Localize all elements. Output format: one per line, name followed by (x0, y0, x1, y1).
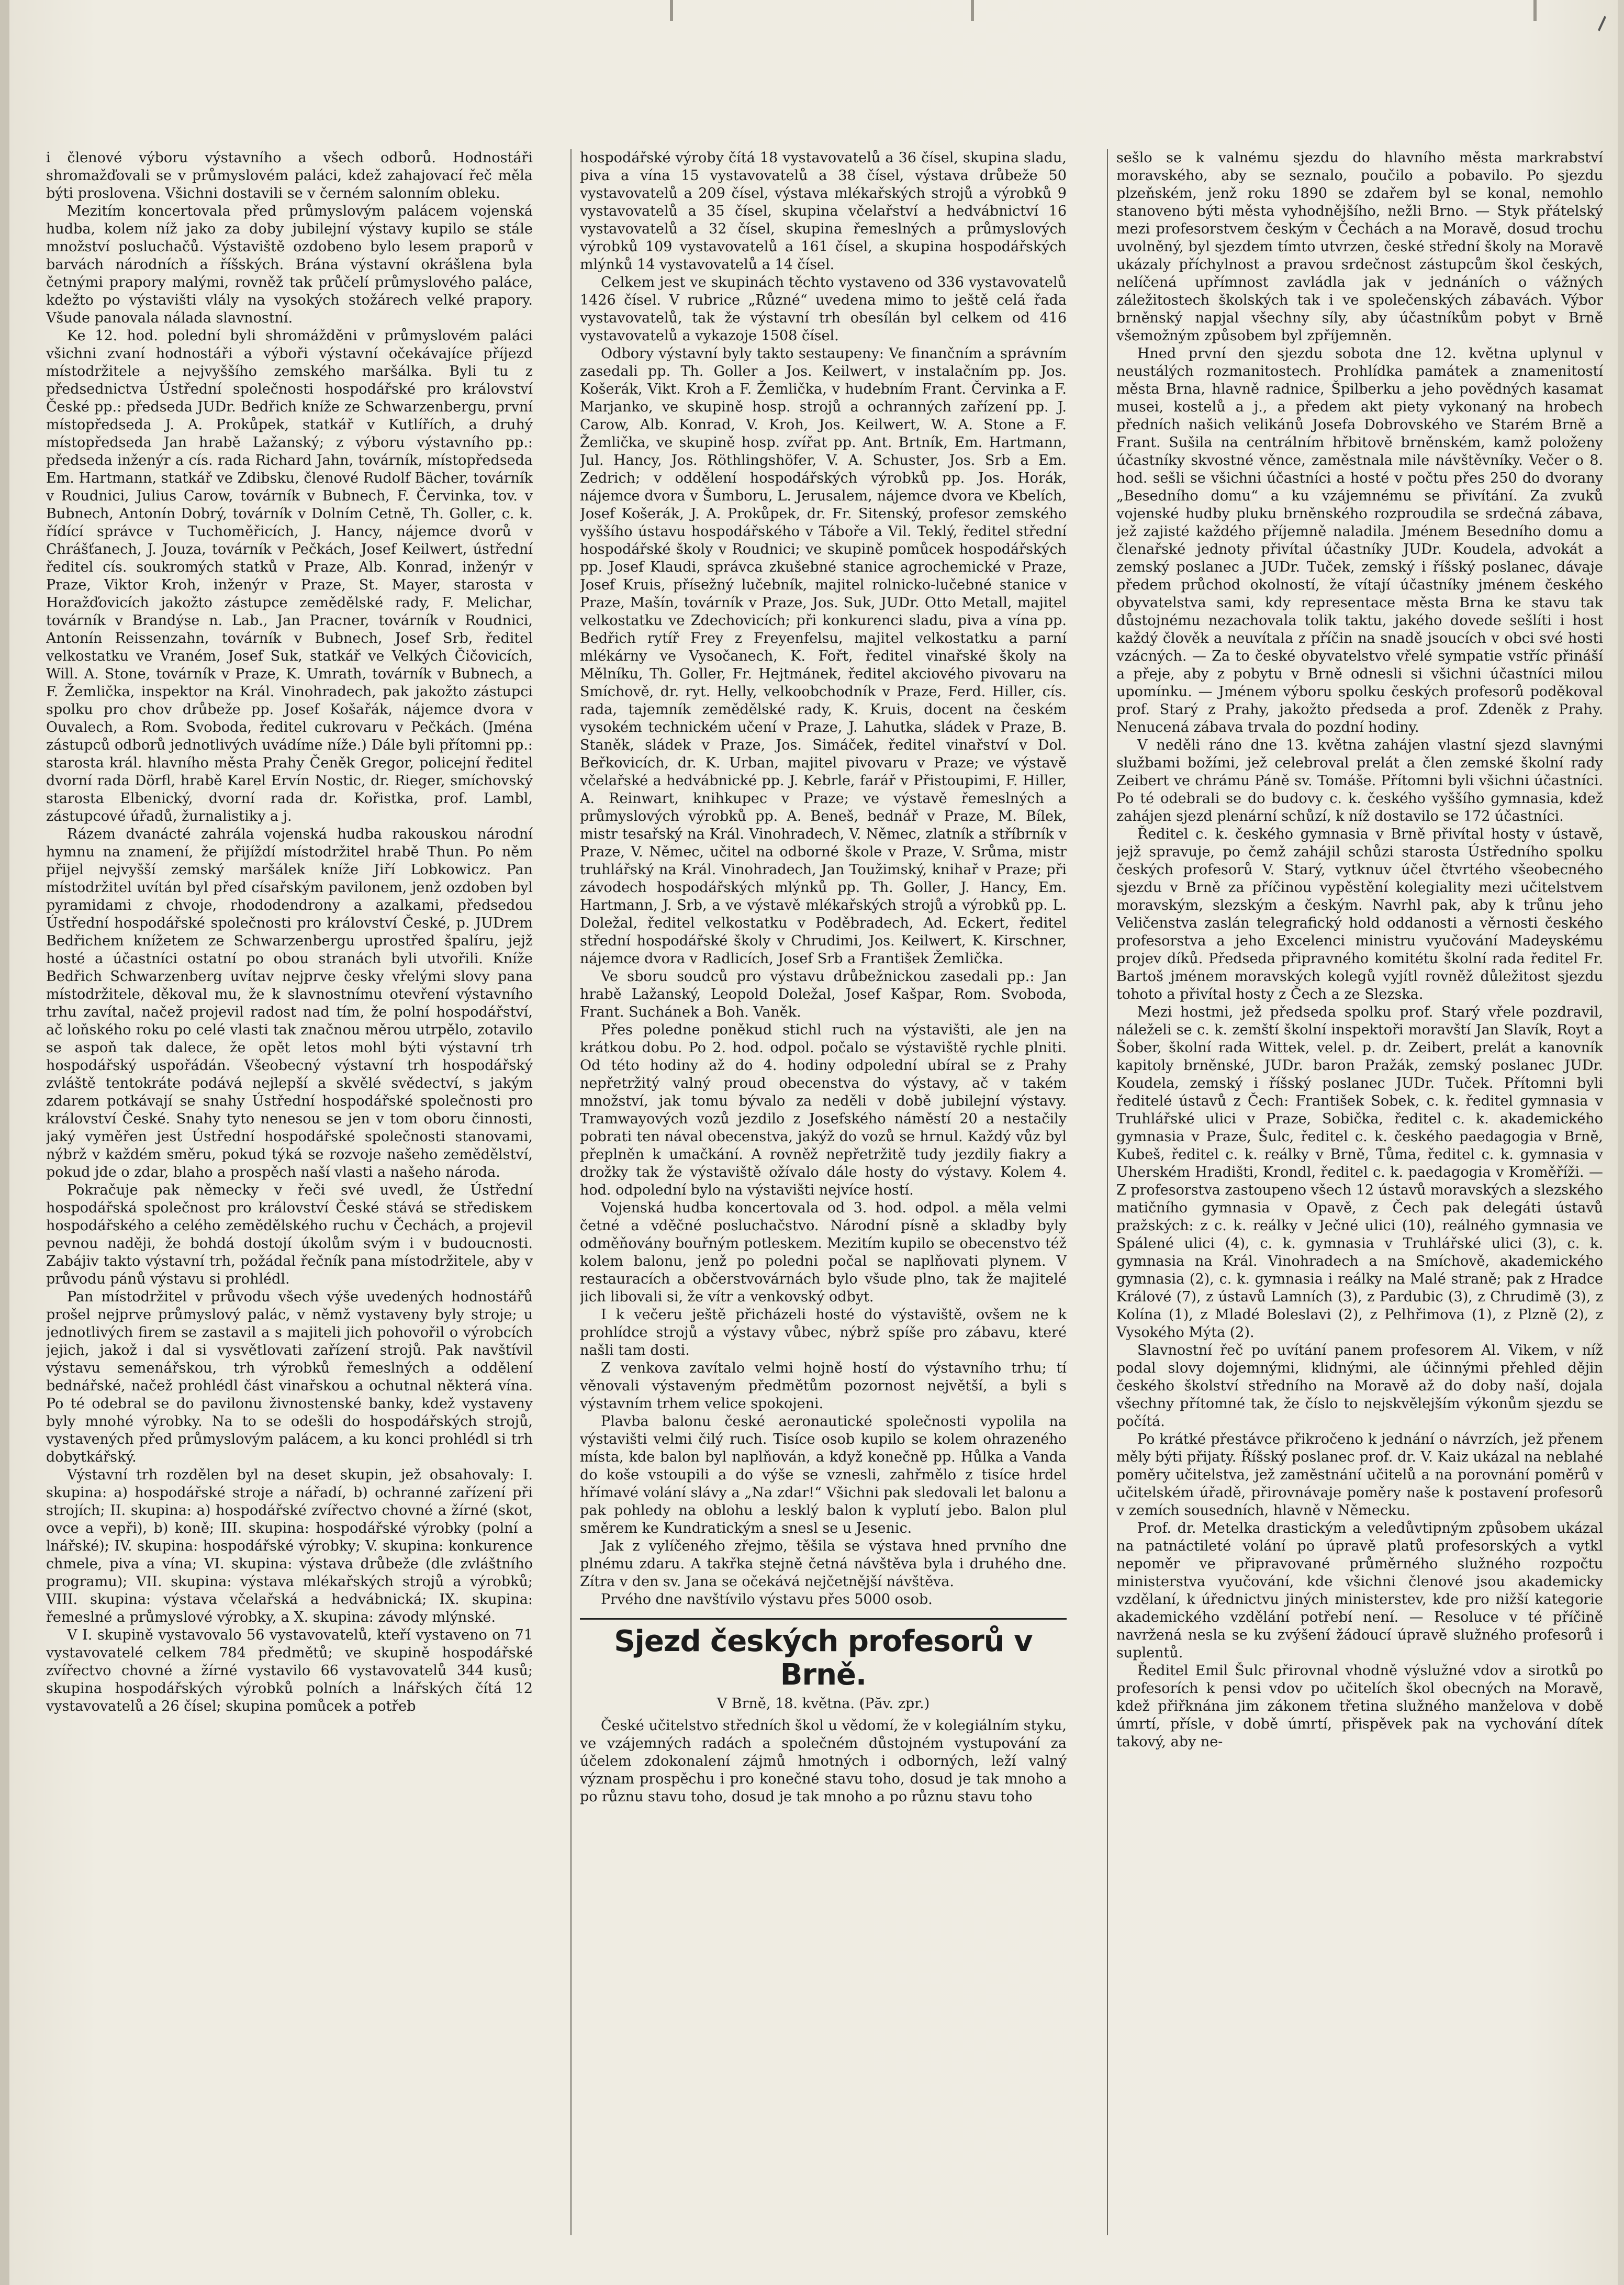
article-paragraph: Slavnostní řeč po uvítání panem profesorem Al. Vikem, v níž podal slovy dojemnými, klidnými, ale účinnými přehled dějin českého školství středního na Moravě až do doby naší, dojala všechny přítomné tak, že číslo to nejskvělejším výkonům sjezdu se počítá. (1116, 1342, 1603, 1430)
top-fold-mark (971, 0, 974, 21)
article-paragraph: Ke 12. hod. polední byli shromážděni v průmyslovém paláci všichni zvaní hodnostáři a výboři výstavní očekávajíce příjezd místodržitele a nejvyššího zemského maršálka. Byli tu z předsednictva Ústřední společnosti hospodářské pro království České pp.: předseda JUDr. Bedřich kníže ze Schwarzenbergu, první místopředseda J. A. Prokůpek, statkář v Kutlířích, a druhý místopředseda Jan hrabě Lažanský; z výboru výstavního pp.: předseda inženýr a cís. rada Richard Jahn, továrník, místopředseda Em. Hartmann, statkář ve Zdibsku, členové Rudolf Bächer, továrník v Roudnici, Julius Carow, továrník v Bubnech, F. Červinka, tov. v Bubnech, Antonín Dobrý, továrník v Dolním Cetně, Th. Goller, c. k. řídící správce v Tuchoměřicích, J. Hancy, nájemce dvorů v Chrášťanech, J. Jouza, továrník v Pečkách, Josef Keilwert, ústřední ředitel cís. soukromých statků v Praze, Alb. Konrad, inženýr v Praze, Viktor Kroh, inženýr v Praze, St. Mayer, starosta v Horažďovicích jakožto zástupce zemědělské rady, F. Melichar, továrník v Brandýse n. Lab., Jan Pracner, továrník v Roudnici, Antonín Reissenzahn, továrník v Bubnech, Josef Srb, ředitel velkostatku ve Vraném, Josef Suk, statkář ve Velkých Čičovicích, Will. A. Stone, továrník v Praze, K. Umrath, továrník v Bubnech, a F. Žemlička, inspektor na Král. Vinohradech, pak jakožto zástupci spolku pro chov drůbeže pp. Josef Košařák, nájemce dvora v Ouvalech, a Rom. Svoboda, ředitel cukrovaru v Pečkách. (Jména zástupců odborů jednotlivých uvádíme níže.) Dále byli přítomni pp.: starosta král. hlavního města Prahy Čeněk Gregor, policejní ředitel dvorní rada Dörfl, hrabě Karel Ervín Nostic, dr. Rieger, smíchovský starosta Elbenický, dvorní rada dr. Kořistka, prof. Lambl, zástupcové úřadů, žurnalistiky a j. (46, 328, 533, 824)
article-paragraph: Odbory výstavní byly takto sestaupeny: Ve finančním a správním zasedali pp. Th. Goller a Jos. Keilwert, v instalačním pp. Jos. Košerák, Vikt. Kroh a F. Žemlička, v hudebním Frant. Červinka a F. Marjanko, ve skupině hosp. strojů a ochranných zařízení pp. J. Carow, Alb. Konrad, V. Kroh, Jos. Keilwert, W. A. Stone a F. Žemlička, ve skupině hosp. zvířat pp. Ant. Brtník, Em. Hartmann, Jul. Hancy, Jos. Röthlingshöfer, V. A. Schuster, Jos. Srb a Em. Zedrich; v oddělení hospodářských výrobků pp. Jos. Horák, nájemce dvora v Šumboru, L. Jerusalem, nájemce dvora ve Kbelích, Josef Košerák, J. A. Prokůpek, dr. Fr. Sitenský, profesor zemského vyššího ústavu hospodářského v Táboře a Vil. Teklý, ředitel střední hospodářské školy v Roudnici; ve skupině pomůcek hospodářských pp. Josef Klaudi, správca zkušebné stanice agrochemické v Praze, Josef Kruis, přísežný lučebník, majitel rolnicko-lučebné stanice v Praze, Mašín, továrník v Praze, Jos. Suk, JUDr. Otto Metall, majitel velkostatku ve Zdechovicích; při konkurenci sladu, piva a vína pp. Bedřich rytíř Frey z Freyenfelsu, majitel velkostatku a parní mlékárny ve Vysočanech, K. Fořt, ředitel vinařské školy na Mělníku, Th. Goller, Fr. Hejtmánek, ředitel akciového pivovaru na Smíchově, dr. ryt. Helly, velkoobchodník v Praze, Ferd. Hiller, cís. rada, tajemník zemědělské rady, K. Kruis, docent na českém vysokém technickém učení v Praze, J. Lahutka, sládek v Praze, B. Staněk, sládek v Praze, Jos. Simáček, ředitel vinařství v Dol. Beřkovicích, dr. K. Urban, majitel pivovaru v Praze; ve výstavě včelařské a hedvábnické pp. J. Kebrle, farář v Přistoupimi, F. Hiller, A. Reinwart, knihkupec v Praze; ve výstavě řemeslných a průmyslových výrobků pp. A. Beneš, bednář v Praze, M. Bílek, mistr tesařský na Král. Vinohradech, V. Němec, zlatník a stříbrník v Praze, V. Němec, učitel na odborné škole v Praze, V. Srůma, mistr truhlářský na Král. Vinohradech, Jan Toužimský, knihař v Praze; při závodech hospodářských mlýnků pp. Th. Goller, J. Hancy, Em. Hartmann, J. Srb, a ve výstavě mlékařských strojů a výrobků pp. L. Doležal, ředitel velkostatku v Poděbradech, Ad. Eckert, ředitel střední hospodářské školy v Chrudimi, Jos. Keilwert, K. Kirschner, nájemce dvora v Radlicích, Josef Srb a František Žemlička. (580, 345, 1067, 967)
scan-edge-left (0, 0, 9, 2285)
column-rule (1107, 149, 1108, 2235)
article-paragraph: Z venkova zavítalo velmi hojně hostí do výstavního trhu; tí věnovali výstaveným předmětům pozornost největší, a byli s výstavním trhem velice spokojeni. (580, 1360, 1067, 1412)
article-paragraph: Po krátké přestávce přikročeno k jednání o návrzích, jež přenem měly býti přijaty. Říšský poslanec prof. dr. V. Kaiz ukázal na neblahé poměry učitelstva, jež zaměstnání učitelů a na porovnání poměrů v učitelském úřadě, přirovnávaje poměry naše k postavení profesorů v zemích sousedních, hlavně v Německu. (1116, 1431, 1603, 1519)
top-fold-mark (670, 0, 673, 21)
column-3 (1116, 149, 1603, 2238)
article-headline: Sjezd českých profesorů v Brně. (614, 1624, 1033, 1692)
article-paragraph: Pokračuje pak německy v řeči své uvedl, že Ústřední hospodářská společnost pro království České stává se střediskem hospodářského a celého zemědělského ruchu v Čechách, a projevil pevnou naději, že bohdá dostojí úkolům svým i v budoucnosti. Zabájiv takto výstavní trh, požádal řečník pana místodržitele, aby v průvodu pánů výstavu si prohlédl. (46, 1182, 533, 1287)
article-paragraph: hospodářské výroby čítá 18 vystavovatelů a 36 čísel, skupina sladu, piva a vína 15 vystavovatelů a 38 čísel, výstava drůbeže 50 vystavovatelů a 209 čísel, výstava mlékařských strojů a výrobků 9 vystavovatelů a 35 čísel, skupina včelařství a hedvábnictví 16 vystavovatelů a 32 čísel, skupina řemeslných a průmyslových výrobků 109 vystavovatelů a 161 čísel, a skupina hospodářských mlýnků 14 vystavovatelů a 14 čísel. (580, 150, 1067, 273)
column-1 (46, 149, 533, 2238)
article-paragraph: Ředitel c. k. českého gymnasia v Brně přivítal hosty v ústavě, jejž spravuje, po čemž zahájil schůzi starosta Ústředního spolku českých profesorů V. Starý, vytknuv účel čtvrtého všeobecného sjezdu v Brně za příčinou vypěstění kolegiality mezi učitelstvem moravským, slezským a českým. Navrhl pak, aby k trůnu jeho Veličenstva zaslán telegrafický hold oddanosti a věrnosti českého profesorstva a jeho Excelenci ministru vyučování Madeyskému projev díků. Předseda připravného komitétu školní rada ředitel Fr. Bartoš jménem moravských kolegů vyjítl rovněž důležitost sjezdu tohoto a přivítal hosty z Čech a ze Slezska. (1116, 826, 1603, 1002)
column-rule (570, 149, 572, 2235)
article-paragraph: V neděli ráno dne 13. května zahájen vlastní sjezd slavnými službami božími, jež celebroval prelát a člen zemské školní rady Zeibert ve chrámu Páně sv. Tomáše. Přítomni byli všichni účastníci. Po té odebrali se do budovy c. k. českého vyššího gymnasia, kdež zahájen sjezd plenární schůzí, k níž dostavilo se 172 účastníci. (1116, 737, 1603, 824)
article-paragraph: I k večeru ještě přicházeli hosté do výstaviště, ovšem ne k prohlídce strojů a výstavy vůbec, nýbrž spíše pro zábavu, které našli tam dosti. (580, 1307, 1067, 1358)
article-header (580, 1618, 1067, 1713)
article-paragraph: Mezitím koncertovala před průmyslovým palácem vojenská hudba, kolem níž jako za doby jubilejní výstavy kupilo se stále množství posluchačů. Výstaviště ozdobeno bylo lesem praporů v barvách národních a říšských. Brána výstavní okrášlena byla četnými prapory malými, rovněž tak průčelí průmyslového paláce, kdežto po výstavišti vlály na vysokých stožárech velké prapory. Všude panovala nálada slavnostní. (46, 203, 533, 326)
article-paragraph: Vojenská hudba koncertovala od 3. hod. odpol. a měla velmi četné a vděčné posluchačstvo. Národní písně a skladby byly odměňovány bouřným potleskem. Mezitím kupilo se obecenstvo též kolem balonu, jenž po poledni počal se naplňovati plynem. V restauracích a občerstvovárnách bylo všude plno, tak že majitelé jich libovali si, že vítr a venkovský odbyt. (580, 1200, 1067, 1305)
article-paragraph: Ředitel Emil Šulc přirovnal vhodně výslužné vdov a sirotků po profesorích k pensi vdov po učitelích škol obecných na Moravě, kdež přiřknána jim zákonem třetina služného manželova v době úmrtí, přísle, v době úmrtí, přispěvek pak na vychování dítek takový, aby ne- (1116, 1663, 1603, 1750)
article-paragraph: Prof. dr. Metelka drastickým a veledůvtipným způsobem ukázal na patnáctileté volání po úpravě platů profesorských a vytkl nepoměr ve připravované průměrného služného rozpočtu ministerstva vyučování, kde všichni členové jsou akademicky vzdělaní, k úřednictvu jiných ministerstev, kde pro nižší kategorie akademického vzdělání potřebí není. — Resoluce v té příčině navržená nesla se ku zvýšení žádoucí úpravě služného profesorů i suplentů. (1116, 1520, 1603, 1661)
article-paragraph: Přes poledne poněkud stichl ruch na výstavišti, ale jen na krátkou dobu. Po 2. hod. odpol. počalo se výstaviště rychle plniti. Od této hodiny až do 4. hodiny odpolední ubíral se z Prahy nepřetržitý valný proud obecenstva do výstavy, ač v takém množství, jak tomu bývalo za neděli v době jubilejní výstavy. Tramwayových vozů jezdilo z Josefského náměstí 20 a nestačily pobrati ten nával obecenstva, jakýž do vozů se hrnul. Každý vůz byl přeplněn k umačkání. A rovněž nepřetržitě tudy jezdily fiakry a drožky tak že výstaviště ožívalo dále hosty do výstavy. Kolem 4. hod. odpolední bylo na výstavišti nejvíce hostí. (580, 1022, 1067, 1198)
article-paragraph: Celkem jest ve skupinách těchto vystaveno od 336 vystavovatelů 1426 čísel. V rubrice „Různé“ uvedena mimo to ještě celá řada vystavovatelů, tak že výstavní trh obesílán byl celkem od 416 vystavovatelů a vykazoje 1508 čísel. (580, 274, 1067, 344)
article-paragraph: sešlo se k valnému sjezdu do hlavního města markrabství moravského, aby se seznalo, poučilo a pobavilo. Po sjezdu plzeňském, jenž roku 1890 se zdařem byl se konal, nemohlo stanoveno býti města vyhodnějšího, nežli Brno. — Styk přátelský mezi profesorstvem českým v Čechách a na Moravě, dosud trochu uvolněný, byl sjezdem tímto utvrzen, české střední školy na Moravě ukázaly příchylnost a pravou srdečnost zástupcům škol českých, nelíčená upřímnost zavládla jak v jednáních o vážných záležitostech školských tak i ve společenských zábavách. Výbor brněnský napjal všechny síly, aby účastníkům pobyt v Brně všemožným způsobem byl zpříjemněn. (1116, 150, 1603, 344)
top-fold-mark (1533, 0, 1537, 21)
article-paragraph: Hned první den sjezdu sobota dne 12. května uplynul v neustálých rozmanitostech. Prohlídka památek a znamenitostí města Brna, hlavně radnice, Špilberku a jeho povědných kasamat musei, kostelů a j., a předem akt piety vykonaný na hrobech předních našich velikánů Josefa Dobrovského ve Starém Brně a Frant. Sušila na centrálním hřbitově brněnském, kamž položeny účastníky skvostné věnce, zaměstnala mile návštěvníky. Večer o 8. hod. sešli se všichni účastníci a hosté v počtu přes 250 do dvorany „Besedního domu“ a ku vzájemnému se přivítání. Za zvuků vojenské hudby pluku brněnského rozproudila se srdečná zábava, jež zajisté každého příjemně naladila. Jménem Besedního domu a členařské jednoty přivítal účastníky JUDr. Koudela, advokát a zemský poslanec a JUDr. Tuček, zemský i říšský poslanec, dávaje předem průchod okolností, že vítají účastníky jménem českého obyvatelstva sami, kdy representace města Brna ke stavu tak důstojnému nezachovala tolik taktu, jakého dovede sešlíti i host každý člověk a neuvítala z příčin na snadě jsoucích v obci své hosti vzácných. — Za to české obyvatelstvo vřelé sympatie vstříc přináší a přeje, aby z pobytu v Brně odnesli si všichni účastníci milou upomínku. — Jménem výboru spolku českých profesorů poděkoval prof. Starý z Prahy, jakožto předseda a prof. Zdeněk z Prahy. Nenucená zábava trvala do pozdní hodiny. (1116, 345, 1603, 735)
article-paragraph: České učitelstvo středních škol u vědomí, že v kolegiálním styku, ve vzájemných radách a společném důstojném vystupování za účelem zdokonalení zájmů hmotných i odborných, leží valný význam prospěchu i pro konečné stavu toho, dosud je tak mnoho a po různu stavu toho, dosud je tak mnoho a po různu stavu toho (580, 1718, 1067, 1805)
article-dateline: V Brně, 18. května. (Păv. zpr.) (716, 1696, 930, 1712)
article-paragraph: Mezi hostmi, jež předseda spolku prof. Starý vřele pozdravil, náleželi se c. k. zemští školní inspektoři moravští Jan Slavík, Royt a Šober, školní rada Wittek, velel. p. dr. Zeibert, prelát a kanovník kapitoly brněnské, JUDr. baron Pražák, zemský poslanec JUDr. Koudela, zemský i říšský poslanec JUDr. Tuček. Přítomni byli ředitelé ústavů z Čech: František Sobek, c. k. ředitel gymnasia v Truhlářské ulici v Praze, Sobička, ředitel c. k. akademického gymnasia v Praze, Šulc, ředitel c. k. českého paedagogia v Brně, Kubeš, ředitel c. k. reálky v Brně, Tůma, ředitel c. k. gymnasia v Uherském Hradišti, Krondl, ředitel c. k. paedagogia v Kroměříži. — Z profesorstva zastoupeno všech 12 ústavů moravských a slezského matičního gymnasia v Opavě, z Čech pak delegáti ústavů pražských: z c. k. reálky v Ječné ulici (10), reálného gymnasia ve Spálené ulici (4), c. k. gymnasia v Truhlářské ulici (3), c. k. gymnasia na Král. Vinohradech a na Smíchově, akademického gymnasia (2), c. k. gymnasia i reálky na Malé straně; pak z Hradce Králové (7), z ústavů Lamních (3), z Pardubic (3), z Chrudimě (3), z Kolína (1), z Mladé Boleslavi (2), z Pelhřimova (1), z Plzně (2), z Vysokého Mýta (2). (1116, 1004, 1603, 1341)
article-paragraph: i členové výboru výstavního a všech odborů. Hodnostáři shromažďovali se v průmyslovém paláci, kdež zahajovací řeč měla býti proslovena. Všichni dostavili se v černém salonním obleku. (46, 150, 533, 202)
article-paragraph: Ve sboru soudců pro výstavu drůbežnickou zasedali pp.: Jan hrabě Lažanský, Leopold Doležal, Josef Kašpar, Rom. Svoboda, Frant. Suchánek a Boh. Vaněk. (580, 968, 1067, 1020)
article-paragraph: V I. skupině vystavovalo 56 vystavovatelů, kteří vystaveno on 71 vystavovatelé celkem 784 předmětů; ve skupině hospodářské zvířectvo chovné a žírné vystavilo 66 vystavovatelů 344 kusů; skupina hospodářských výrobků polních a lnářských čítá 12 vystavovatelů a 26 čísel; skupina pomůcek a potřeb (46, 1627, 533, 1714)
article-paragraph: Rázem dvanácté zahrála vojenská hudba rakouskou národní hymnu na znamení, že přijíždí místodržitel hrabě Thun. Po něm přijel nejvyšší zemský maršálek kníže Jiří Lobkowicz. Pan místodržitel uvítán byl před císařským pavilonem, jenž ozdoben byl pyramidami z chvoje, rhododendrony a azalkami, předsedou Ústřední hospodářské společnosti pro království České, p. JUDrem Bedřichem knížetem ze Schwarzenbergu uprostřed špalíru, jejž hosté a účastníci ostatní po obou stranách byli utvořili. Kníže Bedřich Schwarzenberg uvítav nejprve česky vřelými slovy pana místodržitele, děkoval mu, že k slavnostnímu otevření výstavního trhu zavítal, načež projevil radost nad tím, že polní hospodářství, ač loňského roku po celé vlasti tak značnou měrou utrpělo, zotavilo se aspoň tak dalece, že opět letos mohl býti výstavní trh hospodářský uspořádán. Všeobecný výstavní trh hospodářský zvláště tentokráte podává nejlepší a skvělé svědectví, s jakým zdarem potkávají se snahy Ústřední hospodářské společnosti pro království České. Snahy tyto nenesou se jen v tom oboru činnosti, jaký vyměřen jest Ústřední hospodářské společnosti stanovami, nýbrž v každém směru, pokud týká se rozvoje našeho zemědělství, pokud jde o zdar, blaho a prospěch naší vlasti a našeho národa. (46, 826, 533, 1180)
article-paragraph: Plavba balonu české aeronautické společnosti vypolila na výstavišti velmi čilý ruch. Tisíce osob kupilo se kolem ohrazeného místa, kde balon byl naplňován, a když konečně pp. Hůlka a Vanda do koše vstoupili a do výše se vznesli, zahřmělo z tisíce hrdel hřímavé volání slávy a „Na zdar!“ Všichni pak sledovali let balonu a pak pohledy na oblohu a lesklý balon k vyplutí jebo. Balon plul směrem ke Kundratickým a snesl se u Jesenic. (580, 1413, 1067, 1536)
article-paragraph: Výstavní trh rozdělen byl na deset skupin, jež obsahovaly: I. skupina: a) hospodářské stroje a nářadí, b) ochranné zařízení při strojích; II. skupina: a) hospodářské zvířectvo chovné a žírné (skot, ovce a vepři), b) koně; III. skupina: hospodářské výrobky (polní a lnářské); IV. skupina: hospodářské výrobky; V. skupina: konkurence chmele, piva a vína; VI. skupina: výstava drůbeže (dle zvláštního programu); VII. skupina: výstava mlékařských strojů a výrobků; VIII. skupina: výstava včelařská a hedvábnická; IX. skupina: řemeslné a průmyslové výrobky, a X. skupina: závody mlýnské. (46, 1467, 533, 1625)
article-paragraph: Prvého dne navštívilo výstavu přes 5000 osob. (601, 1591, 933, 1608)
article-paragraph: Pan místodržitel v průvodu všech výše uvedených hodnostářů prošel nejprve průmyslový palác, v němž vystaveny byly stroje; u jednotlivých firem se zastavil a s majiteli jich pohovořil o výrobcích jejich, jakož i dal si vysvětlovati zařízení strojů. Pak navštívil výstavu semenářskou, trh výrobků řemeslných a oddělení bednářské, načež prohlédl část vinařskou a ochutnal některá vína. Po té odebral se do pavilonu živnostenské banky, kdež vystaveny byly mnohé výrobky. Na to se odešli do hospodářských strojů, vystavených před průmyslovým palácem, a ku konci prohlédl si trh dobytkářský. (46, 1289, 533, 1465)
scan-edge-right (1618, 0, 1624, 2285)
corner-scratch (1598, 16, 1606, 31)
article-paragraph: Jak z vylíčeného zřejmo, těšila se výstava hned prvního dne plnému zdaru. A takřka stejně četná návštěva byla i druhého dne. Zítra v den sv. Jana se očekává nejčetnější návštěva. (580, 1538, 1067, 1590)
column-2 (580, 149, 1067, 2238)
